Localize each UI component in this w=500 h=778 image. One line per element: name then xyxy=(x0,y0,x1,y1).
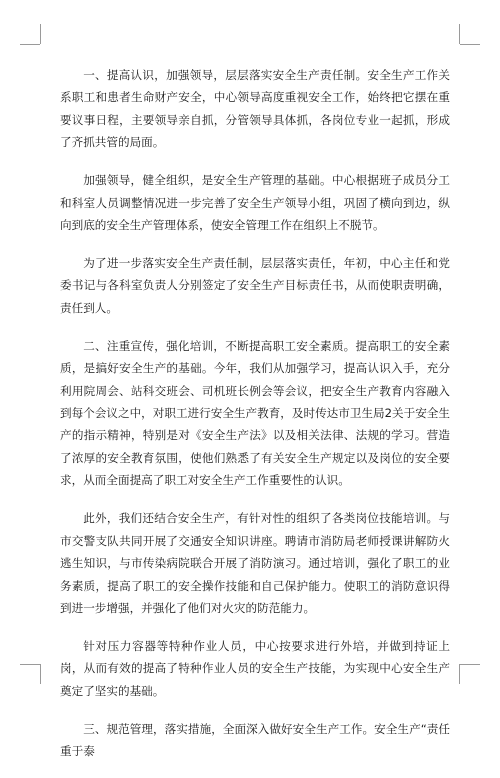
crop-mark-top-left-vertical xyxy=(40,24,41,44)
paragraph-leadership-organization: 加强领导，健全组织，是安全生产管理的基础。中心根据班子成员分工和科室人员调整情况进一步完善了安全生产领导小组，巩固了横向到边，纵向到底的安全生产管理体系，使安全管理工作在组织上不脱节。 xyxy=(60,173,450,233)
crop-mark-bottom-right-vertical xyxy=(459,664,460,684)
paragraph-skills-training: 此外，我们还结合安全生产，有针对性的组织了各类岗位技能培训。与市交警支队共同开展了交通安全知识讲座。聘请市消防局老师授课讲解防火逃生知识，与市传染病院联合开展了消防演习。通过培训，强化了职工的业务素质，提高了职工的安全操作技能和自己保护能力。使职工的消防意识得到进一步增强，并强化了他们对火灾的防范能力。 xyxy=(60,511,450,615)
paragraph-section-two-training: 二、注重宣传，强化培训，不断提高职工安全素质。提高职工的安全素质，是搞好安全生产的基础。今年，我们从加强学习，提高认识入手，充分利用院周会、站科交班会、司机班长例会等会议，把安全生产教育内容融入到每个会议之中，对职工进行安全生产教育，及时传达市卫生局2关于安全生产的指示精神，特别是对《安全生产法》以及相关法律、法规的学习。营造了浓厚的安全教育氛围，使他们熟悉了有关安全生产规定以及岗位的安全要求，从而全面提高了职工对安全生产工作重要性的认识。 xyxy=(60,338,450,488)
crop-mark-top-right-vertical xyxy=(459,24,460,44)
paragraph-special-operators: 针对压力容器等特种作业人员，中心按要求进行外培，并做到持证上岗，从而有效的提高了特种作业人员的安全生产技能，为实现中心安全生产奠定了坚实的基础。 xyxy=(60,638,450,698)
paragraph-section-one-heading: 一、提高认识，加强领导，层层落实安全生产责任制。安全生产工作关系职工和患者生命财产安全，中心领导高度重视安全工作，始终把它摆在重要议事日程，主要领导亲自抓，分管领导具体抓，各岗位专业一起抓，形成了齐抓共管的局面。 xyxy=(60,68,450,150)
crop-mark-bottom-right-horizontal xyxy=(460,664,480,665)
crop-mark-top-right-horizontal xyxy=(460,44,480,45)
paragraph-section-three-management: 三、规范管理，落实措施，全面深入做好安全生产工作。安全生产“责任重于泰 xyxy=(60,721,450,759)
crop-mark-top-left-horizontal xyxy=(20,44,40,45)
document-body xyxy=(60,64,450,778)
crop-mark-bottom-left-vertical xyxy=(40,664,41,684)
crop-mark-bottom-left-horizontal xyxy=(20,664,40,665)
paragraph-responsibility-system: 为了进一步落实安全生产责任制，层层落实责任，年初，中心主任和党委书记与各科室负责人分别签定了安全生产目标责任书，从而使职责明确，责任到人。 xyxy=(60,256,450,315)
